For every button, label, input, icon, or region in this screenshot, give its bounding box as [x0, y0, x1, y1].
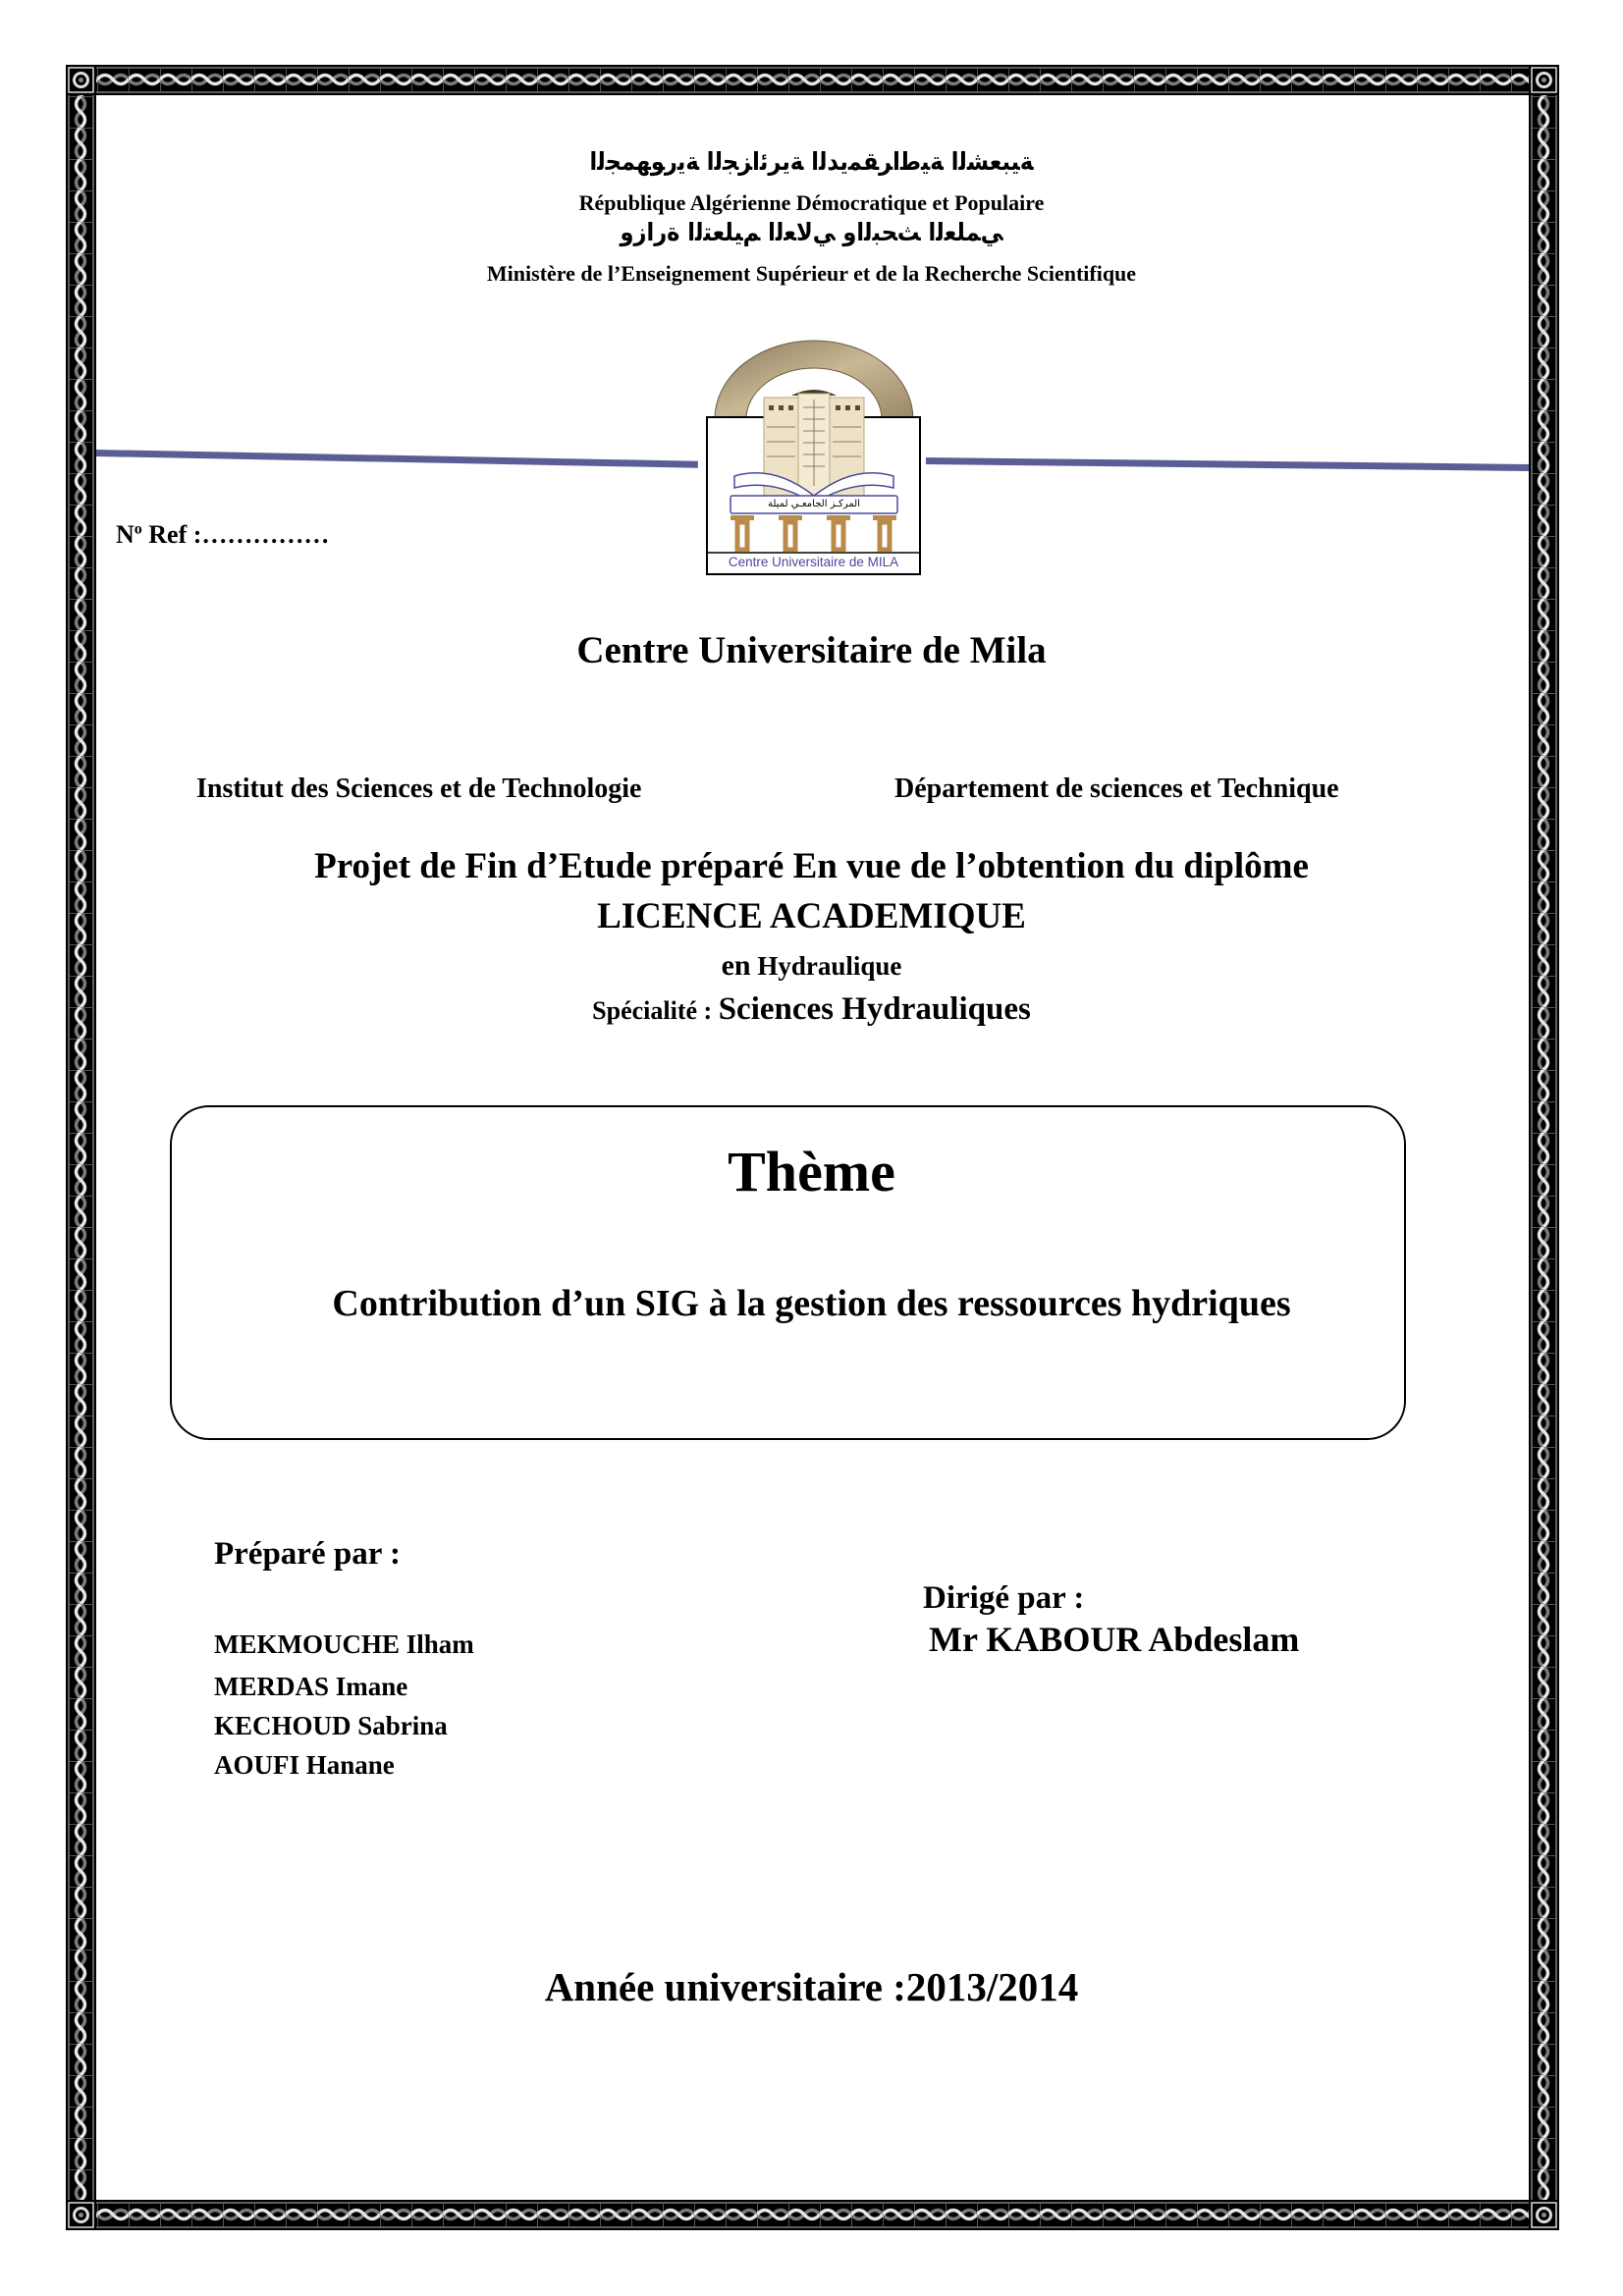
academic-year: Année universitaire :2013/2014: [544, 1964, 1079, 2009]
header-arabic-republic: ﺔﻴﺒﻌﺸﻟﺍ ﺔﻴﻃﺍﺮﻘﻤﻳﺪﻟﺍ ﺔﻳﺮﺋﺍﺰﺠﻟﺍ ﺔﻳﺭﻮﻬﻤﺠﻟﺍ: [589, 147, 1034, 176]
institute-name: Institut des Sciences et de Technologie: [196, 774, 642, 804]
student-name: MEKMOUCHE Ilham: [214, 1629, 474, 1659]
degree-field-value: Hydraulique: [750, 951, 902, 981]
department-name: Département de sciences et Technique: [894, 774, 1339, 804]
reference-label: N: [116, 520, 135, 549]
student-name: MERDAS Imane: [214, 1672, 408, 1701]
corner-ornament-icon: [66, 65, 96, 95]
specialty-label: Spécialité :: [592, 996, 719, 1025]
logo-arabic-text: المركـز الجامعـي لميلة: [768, 499, 860, 509]
header-arabic-ministry: ﻲﻤﻠﻌﻟﺍ ﺚﺤﺒﻟﺍﻭ ﻲﻟﺎﻌﻟﺍ ﻢﻴﻠﻌﺘﻟﺍ ﺓﺭﺍﺯﻭ: [620, 218, 1003, 246]
student-name: KECHOUD Sabrina: [214, 1711, 448, 1740]
divider-rule-right: [926, 457, 1529, 471]
corner-ornament-icon: [66, 2200, 96, 2230]
page-border-bottom: [66, 2200, 1559, 2230]
institution-name: Centre Universitaire de Mila: [576, 629, 1047, 671]
theme-heading: Thème: [728, 1140, 895, 1203]
logo-caption: Centre Universitaire de MILA: [728, 555, 899, 569]
directed-by-label: Dirigé par :: [923, 1580, 1085, 1616]
corner-ornament-icon: [1529, 2200, 1559, 2230]
corner-ornament-icon: [1529, 65, 1559, 95]
reference-number: [116, 520, 329, 550]
page-border-top: [66, 65, 1559, 95]
university-logo: [705, 339, 923, 579]
divider-rule-left: [96, 450, 698, 468]
header-republic: République Algérienne Démocratique et Populaire: [578, 190, 1045, 215]
degree-field-prefix: en: [721, 949, 751, 982]
student-name: AOUFI Hanane: [214, 1750, 395, 1780]
prepared-by-label: Préparé par :: [214, 1536, 401, 1572]
reference-superscript: o: [134, 520, 142, 538]
degree-field: [0, 949, 1623, 983]
degree-specialty: [0, 991, 1623, 1028]
specialty-value: Sciences Hydrauliques: [718, 991, 1031, 1027]
supervisor-name: Mr KABOUR Abdeslam: [929, 1620, 1300, 1659]
logo-graphic-icon: [705, 339, 923, 579]
degree-name: LICENCE ACADEMIQUE: [597, 896, 1026, 936]
thesis-title: Contribution d’un SIG à la gestion des ressources hydriques: [332, 1283, 1291, 1324]
degree-purpose: Projet de Fin d’Etude préparé En vue de l’obtention du diplôme: [314, 846, 1309, 886]
reference-dots: Ref :……………: [141, 520, 330, 549]
header-ministry: Ministère de l’Enseignement Supérieur et de la Recherche Scientifique: [486, 261, 1137, 286]
